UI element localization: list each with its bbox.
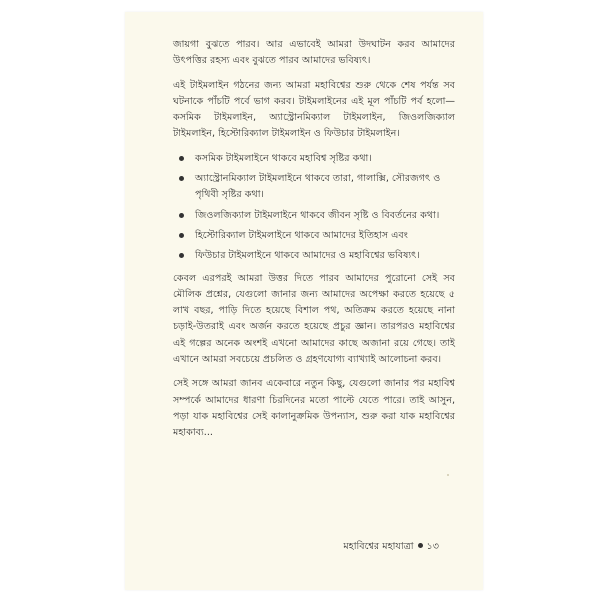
running-title: মহাবিশ্বের মহাযাত্রা [343, 541, 414, 552]
page-body [173, 37, 455, 450]
book-page [125, 12, 483, 590]
paragraph-2: এই টাইমলাইন গঠনের জন্য আমরা মহাবিশ্বের শুরু থেকে শেষ পর্যন্ত সব ঘটনাকে পাঁচটি পর্বে ভাগ করব। টাইমলাইনের এই মূল পাঁচটি পর্ব হলো— কসমিক টাইমলাইন, অ্যাস্ট্রোনমিক্যাল টাইমলাইন, জিওলজিক্যাল টাইমলাইন, হিস্টোরিক্যাল টাইমলাইন ও ফিউচার টাইমলাইন। [173, 79, 455, 140]
list-item [195, 248, 455, 264]
bullet-icon [179, 213, 184, 218]
list-item [195, 151, 455, 167]
list-item-text: অ্যাস্ট্রোনমিক্যাল টাইমলাইনে থাকবে তারা, গালাক্সি, সৌরজগৎ ও পৃথিবী সৃষ্টির কথা। [195, 173, 441, 201]
paragraph-4: সেই সঙ্গে আমরা জানব একেবারে নতুন কিছু, যেগুলো জানার পর মহাবিশ্ব সম্পর্কে আমাদের ধারণা চিরদিনের মতো পাল্টে যেতে পারে। তাই আসুন, পড়া যাক মহাবিশ্বের সেই কালানুক্রমিক উপন্যাস, শুরু করা যাক মহাবিশ্বের মহাকাব্য... [173, 378, 455, 439]
bullet-icon [179, 253, 184, 258]
timeline-list [173, 151, 455, 265]
list-item-text: কসমিক টাইমলাইনে থাকবে মহাবিশ্ব সৃষ্টির কথা। [195, 152, 372, 164]
list-item-text: হিস্টোরিক্যাল টাইমলাইনে থাকবে আমাদের ইতিহাস এবং [195, 229, 408, 241]
list-item [195, 171, 455, 204]
page-number: ১৩ [426, 541, 439, 552]
list-item-text: জিওলজিক্যাল টাইমলাইনে থাকবে জীবন সৃষ্টি ও বিবর্তনের কথা। [195, 209, 440, 221]
list-item-text: ফিউচার টাইমলাইনে থাকবে আমাদের ও মহাবিশ্বের ভবিষ্যৎ। [195, 250, 420, 262]
separator-dot-icon [418, 543, 423, 548]
bullet-icon [179, 233, 184, 238]
list-item [195, 208, 455, 224]
paragraph-1: জায়গা বুঝতে পারব। আর এভাবেই আমরা উদঘাটন করব আমাদের উৎপত্তির রহস্য এবং বুঝতে পারব আমাদের ভবিষ্যৎ। [173, 39, 455, 67]
bullet-icon [179, 176, 184, 181]
bullet-icon [179, 156, 184, 161]
paragraph-3: কেবল এরপরই আমরা উত্তর দিতে পারব আমাদের পুরোনো সেই সব মৌলিক প্রশ্নের, যেগুলো জানার জন্য আমাদের অপেক্ষা করতে হয়েছে ৫ লাখ বছর, পাড়ি দিতে হয়েছে বিশাল পথ, অতিক্রম করতে হয়েছে নানা চড়াই-উতরাই এবং অর্জন করতে হয়েছে প্রচুর জ্ঞান। তারপরও মহাবিশ্বের এই গল্পের অনেক অংশই এখনো আমাদের কাছে অজানা রয়ে গেছে। তাই এখানে আমরা সবচেয়ে প্রচলিত ও গ্রহণযোগ্য ব্যাখ্যাই আলোচনা করব। [173, 272, 455, 366]
paper-speck [447, 474, 449, 476]
list-item [195, 228, 455, 244]
page-footer [343, 540, 439, 555]
